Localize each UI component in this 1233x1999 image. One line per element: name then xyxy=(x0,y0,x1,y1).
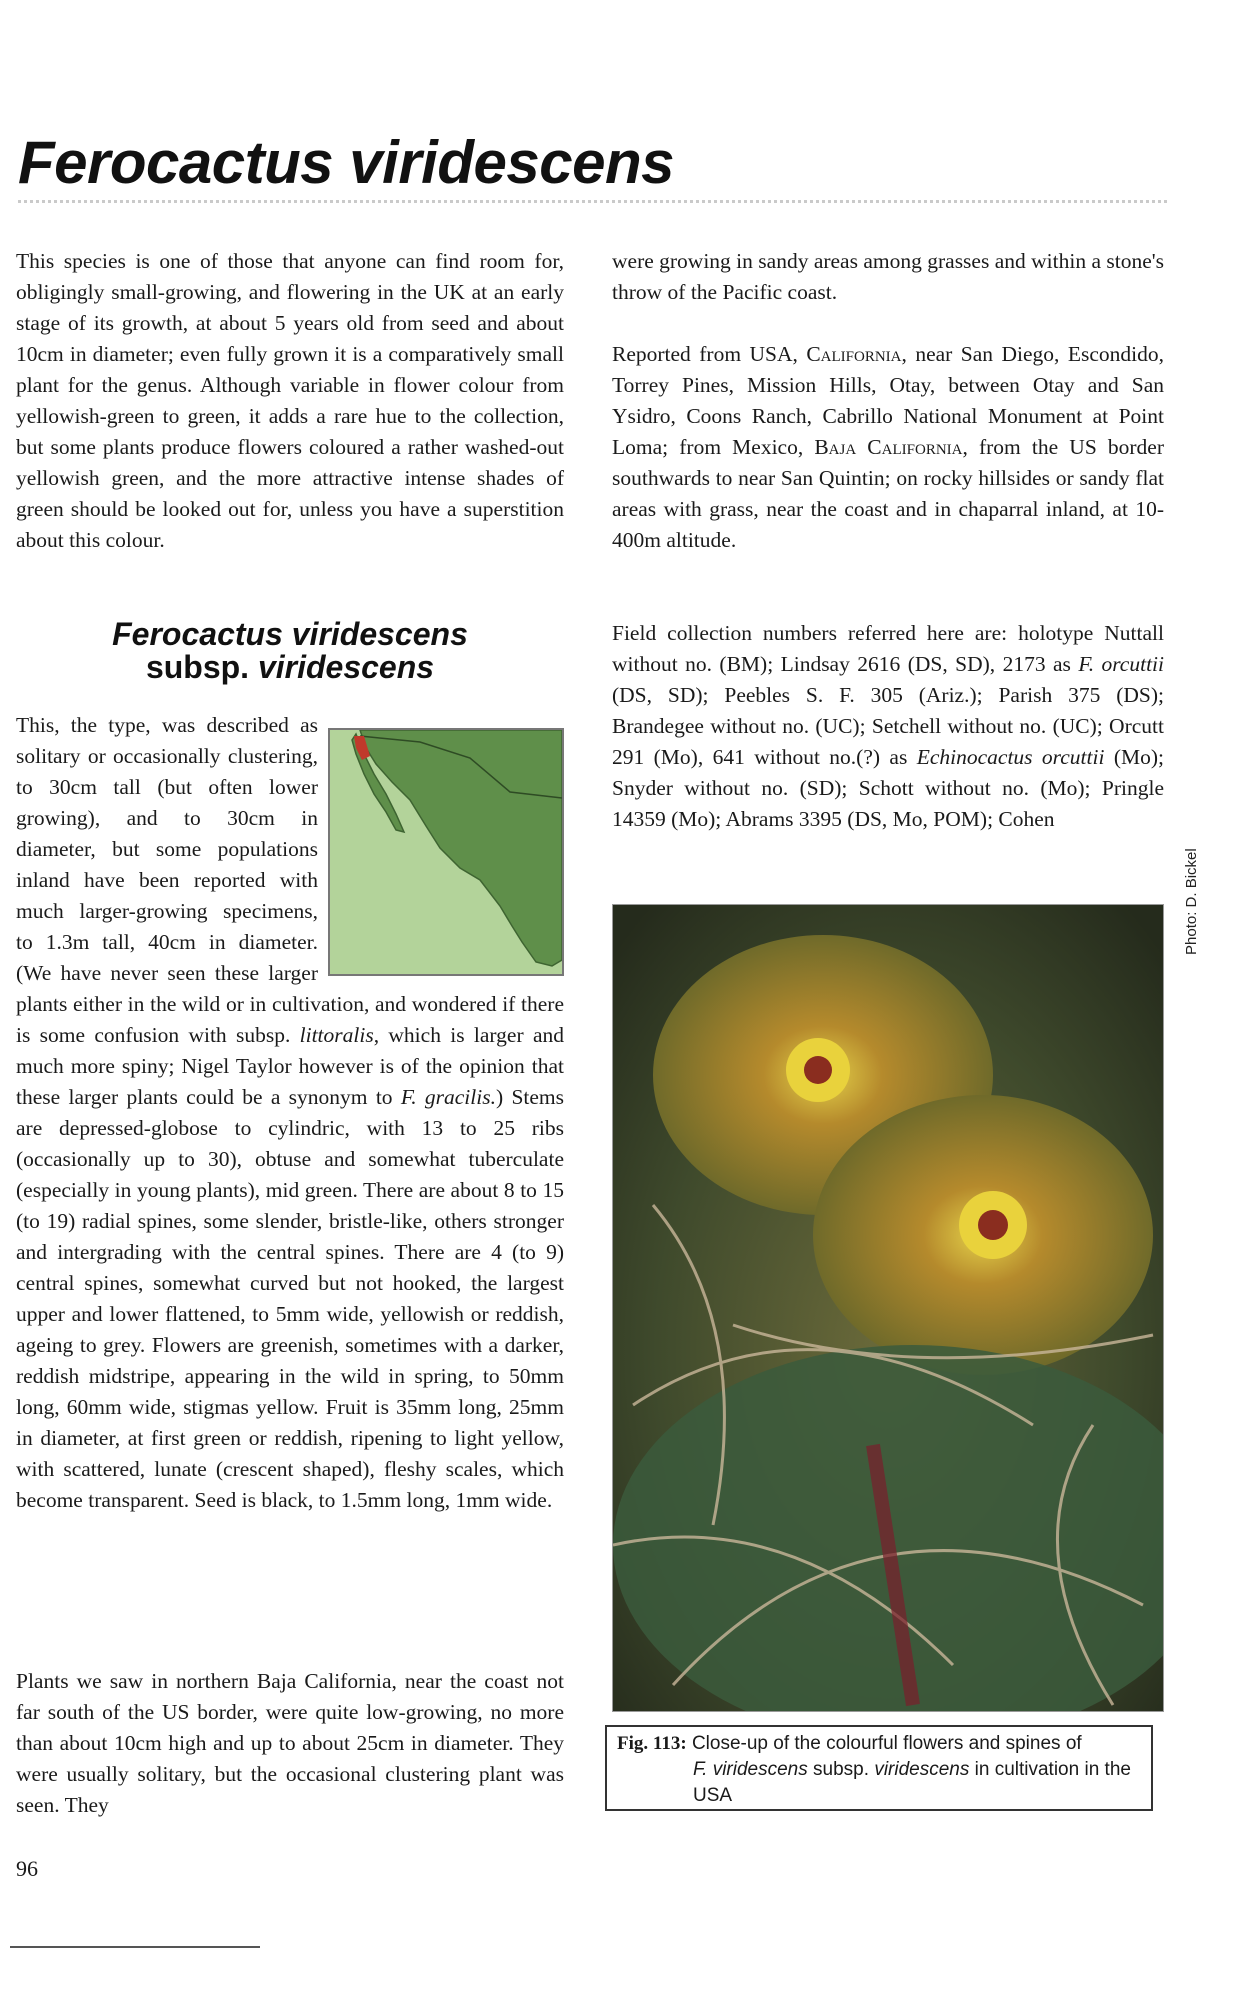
photo-credit: Photo: D. Bickel xyxy=(1183,848,1200,955)
figure-caption-continued: F. viridescens subsp. viridescens in cultivation in the USA xyxy=(693,1759,1131,1806)
subspecies-heading-subsp: subsp. xyxy=(145,649,250,685)
footer-rule xyxy=(10,1946,260,1948)
reported-text: Reported from USA, California, near San Diego, Escondido, Torrey Pines, Mission Hills, Otay, between Otay and San Ysidro, Coons Ranch, Cabrillo National Monument at Point Loma; from Mexico, Baja California, from the US border southwards to near San Quintin; on rocky hillsides or sandy flat areas with grass, near the coast and in chaparral inland, at 10-400m altitude. xyxy=(612,342,1165,552)
figure-label: Fig. 113: xyxy=(617,1733,687,1754)
page-title: Ferocactus viridescens xyxy=(18,129,675,196)
field-collection-paragraph xyxy=(612,618,1164,835)
distribution-map xyxy=(328,728,564,976)
cactus-flower-photo xyxy=(612,904,1164,1712)
figure-caption: Fig. 113: Close-up of the colourful flowers and spines of F. viridescens subsp. viridescens in cultivation in the USA xyxy=(605,1725,1153,1811)
plants-paragraph xyxy=(16,1666,564,1821)
type-description xyxy=(16,710,564,1516)
field-collection-text: Field collection numbers referred here are: holotype Nuttall without no. (BM); Lindsay 2616 (DS, SD), 2173 as F. orcuttii (DS, SD); Peebles S. F. 305 (Ariz.); Parish 375 (DS); Brandegee without no. (UC); Setchell without no. (UC); Orcutt 291 (Mo), 641 without no.(?) as Echinocactus orcuttii (Mo); Snyder without no. (SD); Schott without no. (Mo); Pringle 14359 (Mo); Abrams 3395 (DS, Mo, POM); Cohen xyxy=(612,621,1164,831)
type-text: This, the type, was described as solitary or occasionally clustering, to 30cm tall (but often lower growing), and to 30cm in diameter, but some populations inland have been reported with much larger-growing specimens, to 1.3m tall, 40cm in diameter. (We have never seen these larger plants either in the wild or in cultivation, and wondered if there is some confusion with subsp. littoralis, which is larger and much more spiny; Nigel Taylor however is of the opinion that these larger plants could be a synonym to F. gracilis.) Stems are depressed-globose to cylindric, with 13 to 25 ribs (occasionally up to 30), obtuse and somewhat tuberculate (especially in young plants), mid green. There are about 8 to 15 (to 19) radial spines, some slender, bristle-like, others stronger and intergrading with the central spines. There are 4 (to 9) central spines, somewhat curved but not hooked, the largest upper and lower flattened, to 5mm wide, yellowish or reddish, ageing to grey. Flowers are greenish, sometimes with a darker, reddish midstripe, appearing in the wild in spring, to 50mm long, 60mm wide, stigmas yellow. Fruit is 35mm long, 25mm in diameter, at first green or reddish, ripening to light yellow, with scattered, lunate (crescent shaped), fleshy scales, which become transparent. Seed is black, to 1.5mm long, 1mm wide. xyxy=(16,713,565,1512)
subspecies-heading-epithet: viridescens xyxy=(257,649,435,685)
subspecies-heading-line1: Ferocactus viridescens xyxy=(112,616,468,652)
col2-continued-paragraph xyxy=(612,246,1164,308)
plants-text: Plants we saw in northern Baja California, near the coast not far south of the US border, were quite low-growing, no more than about 10cm high and up to about 25cm in diameter. They were usually solitary, but the occasional clustering plant was seen. They xyxy=(16,1669,564,1817)
reported-paragraph xyxy=(612,339,1164,556)
title-rule xyxy=(18,200,1168,203)
intro-paragraph xyxy=(16,246,564,556)
col2-continued-text: were growing in sandy areas among grasses and within a stone's throw of the Pacific coast. xyxy=(612,249,1164,304)
subspecies-heading xyxy=(16,618,564,684)
intro-text: This species is one of those that anyone can find room for, obligingly small-growing, and flowering in the UK at an early stage of its growth, at about 5 years old from seed and about 10cm in diameter; even fully grown it is a comparatively small plant for the genus. Although variable in flower colour from yellowish-green to green, it adds a rare hue to the collection, but some plants produce flowers coloured a rather washed-out yellowish green, and the more attractive intense shades of green should be looked out for, unless you have a superstition about this colour. xyxy=(16,249,564,552)
page-number: 96 xyxy=(16,1856,38,1881)
